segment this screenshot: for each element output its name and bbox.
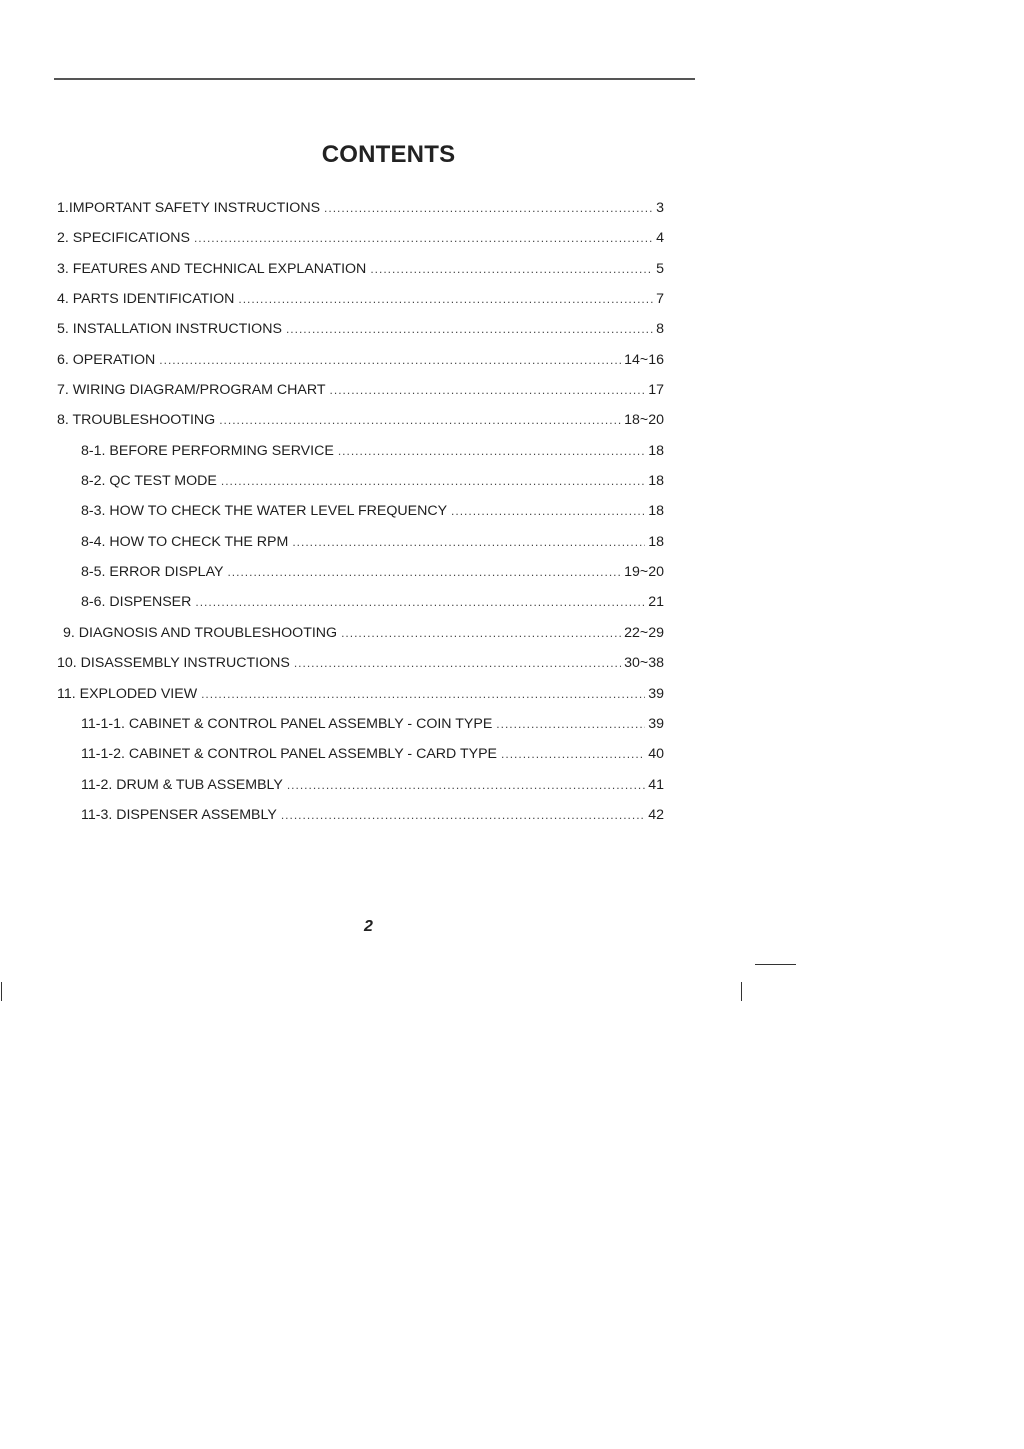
toc-dot-leader: [238, 288, 653, 310]
toc-entry[interactable]: [57, 652, 664, 682]
crop-mark: [741, 982, 742, 1001]
toc-entry-page: 18~20: [624, 412, 664, 429]
toc-entry-label: 8. TROUBLESHOOTING: [57, 412, 216, 429]
toc-entry[interactable]: [57, 440, 664, 470]
toc-dot-leader: [451, 500, 645, 522]
toc-entry-label: 7. WIRING DIAGRAM/PROGRAM CHART: [57, 382, 326, 399]
toc-entry[interactable]: [57, 318, 664, 348]
toc-entry-page: 41: [648, 776, 664, 793]
toc-dot-leader: [219, 409, 621, 431]
toc-dot-leader: [195, 591, 645, 613]
toc-entry[interactable]: [57, 743, 664, 773]
toc-entry[interactable]: [57, 561, 664, 591]
toc-entry-label: 8-6. DISPENSER: [81, 594, 192, 611]
toc-entry[interactable]: [57, 500, 664, 530]
toc-entry[interactable]: [57, 804, 664, 834]
toc-entry[interactable]: [57, 713, 664, 743]
toc-entry-page: 5: [656, 260, 664, 277]
toc-entry-label: 11-1-2. CABINET & CONTROL PANEL ASSEMBLY - CARD TYPE: [81, 746, 498, 763]
toc-entry[interactable]: [57, 379, 664, 409]
toc-entry[interactable]: [57, 227, 664, 257]
toc-entry-label: 8-2. QC TEST MODE: [81, 473, 217, 490]
toc-entry[interactable]: [57, 349, 664, 379]
toc-entry-label: 9. DIAGNOSIS AND TROUBLESHOOTING: [63, 624, 338, 641]
toc-dot-leader: [281, 804, 645, 826]
toc-dot-leader: [287, 774, 645, 796]
toc-dot-leader: [294, 652, 621, 674]
toc-entry-page: 18: [648, 503, 664, 520]
toc-entry-label: 2. SPECIFICATIONS: [57, 230, 190, 247]
toc-dot-leader: [324, 197, 653, 219]
toc-entry[interactable]: [57, 470, 664, 500]
toc-entry-page: 8: [656, 321, 664, 338]
toc-entry-page: 39: [648, 685, 664, 702]
toc-dot-leader: [341, 622, 621, 644]
toc-entry-page: 18: [648, 473, 664, 490]
table-of-contents: [57, 197, 664, 834]
toc-entry-page: 14~16: [624, 351, 664, 368]
toc-entry-page: 42: [648, 806, 664, 823]
toc-entry[interactable]: [57, 258, 664, 288]
toc-entry-page: 19~20: [624, 564, 664, 581]
toc-entry-label: 11. EXPLODED VIEW: [57, 685, 198, 702]
toc-entry-label: 8-3. HOW TO CHECK THE WATER LEVEL FREQUENCY: [81, 503, 448, 520]
toc-dot-leader: [330, 379, 646, 401]
toc-entry-page: 21: [648, 594, 664, 611]
toc-entry-label: 11-2. DRUM & TUB ASSEMBLY: [81, 776, 283, 793]
toc-entry-page: 18: [648, 533, 664, 550]
toc-entry[interactable]: [57, 409, 664, 439]
toc-entry-page: 4: [656, 230, 664, 247]
toc-dot-leader: [370, 258, 653, 280]
toc-entry[interactable]: [57, 622, 664, 652]
toc-dot-leader: [496, 713, 645, 735]
toc-entry-label: 11-3. DISPENSER ASSEMBLY: [81, 806, 277, 823]
crop-mark: [755, 964, 796, 965]
toc-dot-leader: [292, 531, 645, 553]
toc-dot-leader: [194, 227, 653, 249]
toc-entry-label: 5. INSTALLATION INSTRUCTIONS: [57, 321, 282, 338]
toc-dot-leader: [286, 318, 653, 340]
toc-entry-page: 40: [648, 746, 664, 763]
toc-entry[interactable]: [57, 531, 664, 561]
toc-entry-label: 3. FEATURES AND TECHNICAL EXPLANATION: [57, 260, 367, 277]
toc-entry-label: 4. PARTS IDENTIFICATION: [57, 291, 235, 308]
header-rule: [54, 78, 695, 80]
toc-entry[interactable]: [57, 591, 664, 621]
toc-entry-page: 39: [648, 715, 664, 732]
toc-entry-page: 7: [656, 291, 664, 308]
toc-entry-label: 8-1. BEFORE PERFORMING SERVICE: [81, 442, 334, 459]
crop-mark: [1, 982, 2, 1001]
toc-entry-page: 17: [648, 382, 664, 399]
toc-dot-leader: [221, 470, 645, 492]
toc-entry-page: 30~38: [624, 655, 664, 672]
toc-entry-label: 8-4. HOW TO CHECK THE RPM: [81, 533, 289, 550]
toc-entry-label: 8-5. ERROR DISPLAY: [81, 564, 224, 581]
toc-entry[interactable]: [57, 683, 664, 713]
toc-entry-page: 18: [648, 442, 664, 459]
page-number: 2: [364, 918, 373, 935]
toc-dot-leader: [227, 561, 621, 583]
toc-entry[interactable]: [57, 197, 664, 227]
toc-dot-leader: [338, 440, 645, 462]
toc-entry-page: 22~29: [624, 624, 664, 641]
toc-entry-label: 11-1-1. CABINET & CONTROL PANEL ASSEMBLY - COIN TYPE: [81, 715, 493, 732]
toc-entry-page: 3: [656, 200, 664, 216]
page-title: CONTENTS: [321, 141, 456, 168]
toc-dot-leader: [501, 743, 645, 765]
toc-dot-leader: [159, 349, 621, 371]
toc-entry[interactable]: [57, 288, 664, 318]
toc-entry-label: 1.IMPORTANT SAFETY INSTRUCTIONS: [57, 200, 321, 216]
toc-entry-label: 10. DISASSEMBLY INSTRUCTIONS: [57, 655, 290, 672]
toc-entry[interactable]: [57, 774, 664, 804]
toc-entry-label: 6. OPERATION: [57, 351, 156, 368]
toc-dot-leader: [201, 683, 645, 705]
